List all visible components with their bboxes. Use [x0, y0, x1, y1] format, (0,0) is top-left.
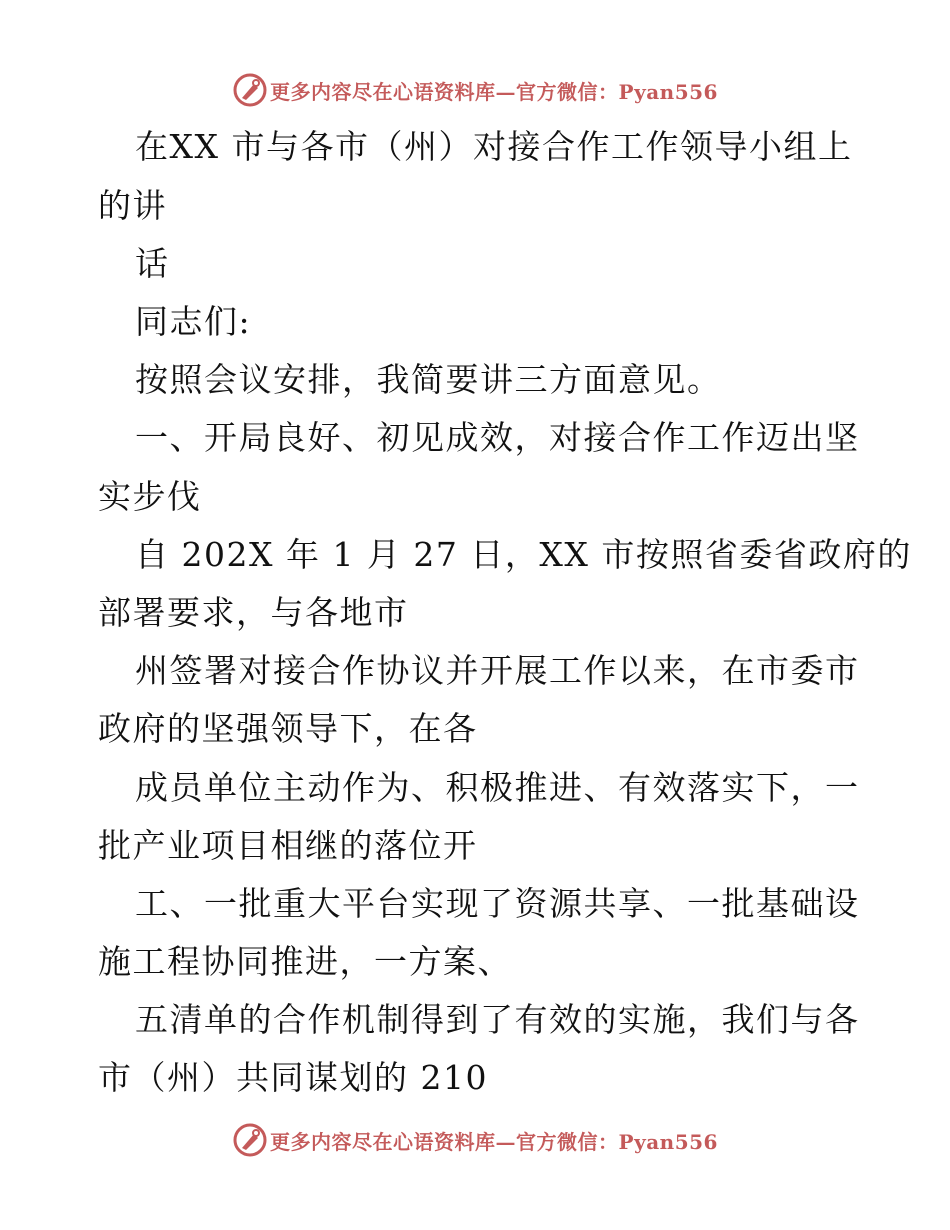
- paragraph-line: 市（州）共同谋划的 210: [98, 1058, 488, 1097]
- paragraph-line: 按照会议安排，我简要讲三方面意见。: [135, 360, 722, 399]
- paragraph-line: 成员单位主动作为、积极推进、有效落实下，一: [135, 768, 860, 807]
- watermark-text: 更多内容尽在心语资料库—官方微信：Pyan556: [270, 79, 718, 104]
- paragraph-line: 工、一批重大平台实现了资源共享、一批基础设: [135, 884, 860, 923]
- watermark-text: 更多内容尽在心语资料库—官方微信：Pyan556: [270, 1129, 718, 1154]
- paragraph-line: 批产业项目相继的落位开: [98, 826, 478, 865]
- watermark-banner-bottom: [0, 1120, 950, 1160]
- salutation: 同志们:: [135, 302, 252, 341]
- heading-line-1: 一、开局良好、初见成效，对接合作工作迈出坚: [135, 418, 860, 457]
- title-line-1: 在XX 市与各市（州）对接合作工作领导小组上: [135, 127, 853, 166]
- watermark-banner-top: [0, 70, 950, 110]
- paragraph-line: 施工程协同推进，一方案、: [98, 942, 512, 981]
- pen-logo-icon: [232, 72, 268, 108]
- paragraph-line: 自 202X 年 1 月 27 日，XX 市按照省委省政府的: [135, 535, 912, 574]
- title-line-2: 的讲: [98, 186, 167, 225]
- heading-line-2: 实步伐: [98, 477, 202, 516]
- pen-logo-icon: [232, 1122, 268, 1158]
- title-line-3: 话: [135, 244, 170, 283]
- paragraph-line: 部署要求，与各地市: [98, 593, 409, 632]
- paragraph-line: 州签署对接合作协议并开展工作以来，在市委市: [135, 651, 860, 690]
- paragraph-line: 五清单的合作机制得到了有效的实施，我们与各: [135, 1000, 860, 1039]
- paragraph-line: 政府的坚强领导下，在各: [98, 709, 478, 748]
